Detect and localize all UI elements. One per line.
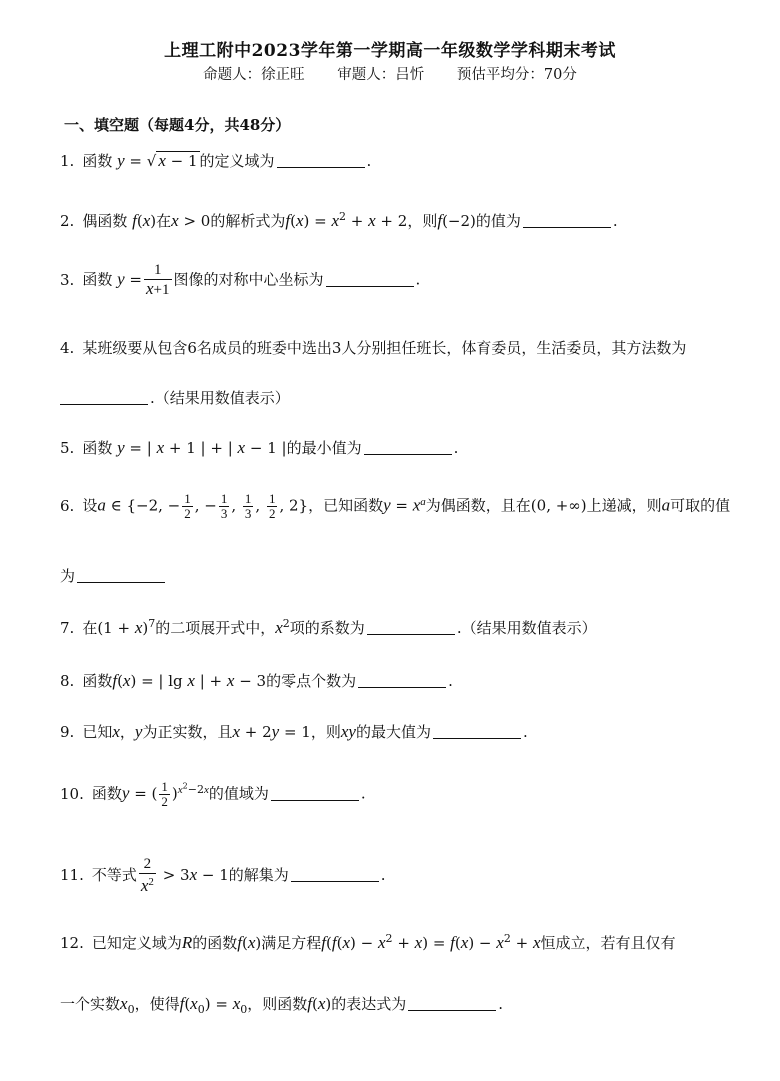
reviewer: 审题人：吕忻 [337, 67, 425, 83]
answer-blank[interactable] [367, 634, 455, 635]
answer-blank[interactable] [271, 800, 359, 801]
exam-subtitle [0, 63, 780, 84]
exam-title: 上理工附中2023学年第一学期高一年级数学学科期末考试 [164, 41, 616, 61]
fraction: $\frac{2}{x^2}$ [140, 856, 154, 895]
question-10: 10. 函数y = ( $\frac{1}{2}$ )$^{x^2-2x}$的值域为 . [60, 779, 366, 809]
question-8: 8. 函数f(x) = | lg x | + x − 3的零点个数为 . [60, 671, 453, 690]
answer-blank[interactable] [364, 454, 452, 455]
answer-blank[interactable] [277, 167, 365, 168]
question-3: 3. 函数 y = $\frac{1}{x+1}$ 图像的对称中心坐标为 . [60, 262, 421, 298]
answer-blank[interactable] [326, 286, 414, 287]
question-6: 6. 设a ∈ {−2, − $\frac{1}{2}$ , − $\frac{1}{3}$ , $\frac{1}{3}$ , $\frac{1}{2}$ , 2}，已知函数$y = x^a$为偶函数，且在(0, +∞)上递减，则a可取的值 [60, 491, 731, 521]
answer-blank[interactable] [60, 404, 148, 405]
question-6-continued: 为 [60, 565, 740, 586]
question-4-continued: .（结果用数值表示） [60, 387, 740, 408]
fraction: $\frac{1}{x+1}$ [146, 262, 170, 298]
answer-blank[interactable] [433, 738, 521, 739]
average-score: 预估平均分：70分 [456, 67, 577, 83]
question-12: 12. 已知定义域为R的函数f(x)满足方程$f(f(x) - x^2 + x) = f(x) - x^2 + x$恒成立，若有且仅有 [60, 932, 676, 952]
answer-blank[interactable] [291, 881, 379, 882]
question-12-continued: 一个实数$x_0$，使得$f(x_0) = x_0$，则函数f(x)的表达式为 . [60, 994, 504, 1016]
answer-blank[interactable] [77, 582, 165, 583]
answer-blank[interactable] [358, 687, 446, 688]
question-9: 9. 已知x，y为正实数，且x + 2y = 1，则xy的最大值为 . [60, 722, 528, 741]
question-1: 1. 函数 y = √ x − 1 的定义域为 . [60, 151, 372, 170]
question-4: 4. 某班级要从包含6名成员的班委中选出3人分别担任班长，体育委员，生活委员，其方法数为 [60, 339, 687, 357]
answer-blank[interactable] [523, 227, 611, 228]
question-5: 5. 函数 y = | x + 1 | + | x − 1 |的最小值为 . [60, 438, 459, 457]
formula: y = √ x − 1 [117, 151, 198, 170]
question-11: 11. 不等式 $\frac{2}{x^2}$ > 3x − 1的解集为 . [60, 856, 386, 895]
answer-blank[interactable] [408, 1010, 496, 1011]
question-2: 2. 偶函数 f(x)在x > 0的解析式为$f(x) = x^2 + x + 2$，则f(−2)的值为 . [60, 210, 618, 230]
section-title: 一、填空题（每题4分，共48分） [64, 116, 291, 134]
setter: 命题人：徐正旺 [203, 67, 305, 83]
question-7: 7. 在$(1 + x)^7$的二项展开式中，$x^2$项的系数为 .（结果用数值表示） [60, 617, 597, 637]
